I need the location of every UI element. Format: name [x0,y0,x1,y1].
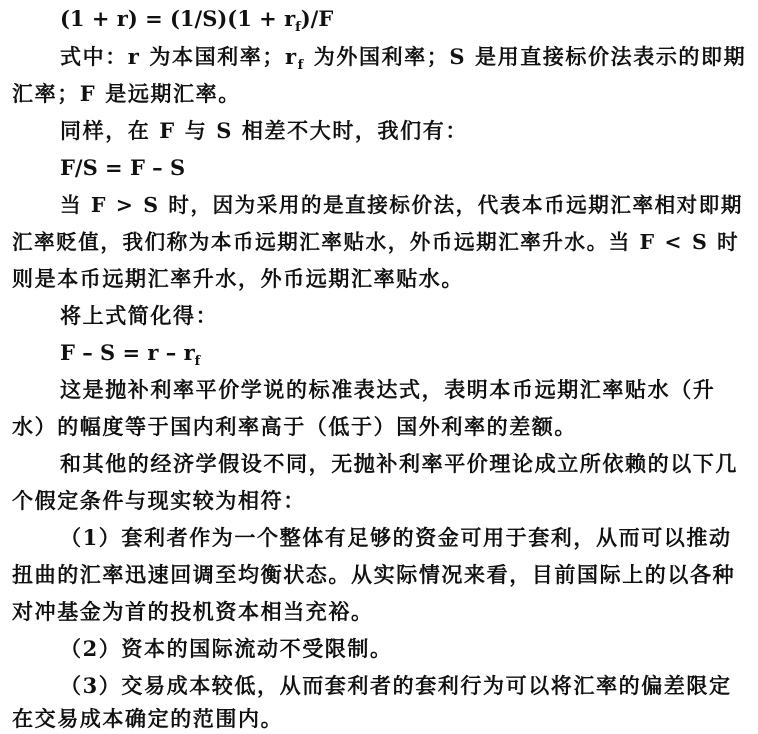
formula-text: (1 + r) = (1/S)(1 + r [60,6,296,31]
paragraph-premium-discount-line: 则是本币远期汇率升水，外币远期汇率贴水。 [12,266,464,291]
formula-interest-parity [60,4,333,34]
paragraph-approximation: 同样，在 F 与 S 相差不大时，我们有： [60,118,468,143]
list-item-2: （2）资本的国际流动不受限制。 [60,636,393,661]
formula-simplified [60,338,200,368]
list-item-1-line: 对冲基金为首的投机资本相当充裕。 [12,599,374,624]
list-item-1-line: （1）套利者作为一个整体有足够的资金可用于套利，从而可以推动 [60,525,732,550]
paragraph-standard-expression-line: 这是抛补利率平价学说的标准表达式，表明本币远期汇率贴水（升 [60,377,716,402]
formula-subscript: f [194,354,201,369]
paragraph-definitions-line: 汇率；F 是远期汇率。 [12,81,241,106]
list-item-3-line: 在交易成本确定的范围内。 [12,706,284,731]
paragraph-simplify: 将上式简化得： [60,303,219,328]
paragraph-standard-expression-line: 水）的幅度等于国内利率高于（低于）国外利率的差额。 [12,414,577,439]
formula-text: F – S = r – r [60,340,195,365]
formula-approximation: F/S = F – S [60,155,186,180]
paragraph-assumptions-line: 个假定条件与现实较为相符： [12,488,306,513]
paragraph-assumptions-line: 和其他的经济学假设不同，无抛补利率平价理论成立所依赖的以下几 [60,451,738,476]
text-segment: 式中：r 为本国利率；r [60,44,298,69]
subscript: f [297,58,305,73]
paragraph-premium-discount-line: 汇率贬值，我们称为本币远期汇率贴水，外币远期汇率升水。当 F < S 时 [12,230,740,254]
list-item-3-line: （3）交易成本较低，从而套利者的套利行为可以将汇率的偏差限定 [60,673,732,698]
paragraph-premium-discount-line: 当 F > S 时，因为采用的是直接标价法，代表本币远期汇率相对即期 [60,193,743,217]
text-segment: 为外国利率；S 是用直接标价法表示的即期 [304,44,747,69]
formula-text: )/F [300,6,334,31]
paragraph-definitions-line [60,42,746,72]
formula-subscript: f [295,20,301,35]
list-item-1-line: 扭曲的汇率迅速回调至均衡状态。从实际情况来看，目前国际上的以各种 [12,562,736,587]
